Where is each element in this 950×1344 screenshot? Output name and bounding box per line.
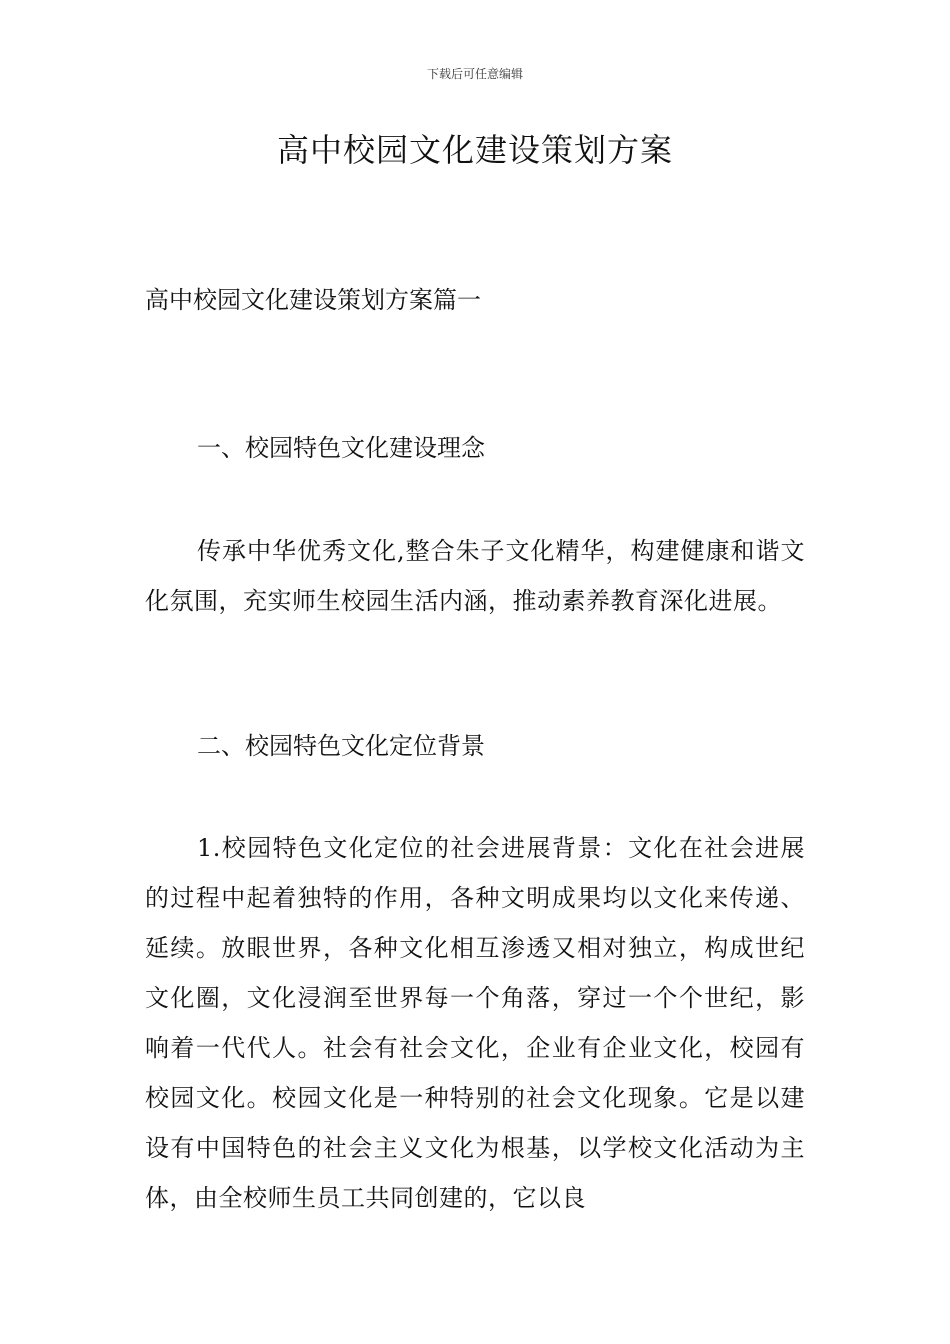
section-paragraph-1: 传承中华优秀文化,整合朱子文化精华，构建健康和谐文化氛围，充实师生校园生活内涵，推动素养教育深化进展。	[145, 537, 805, 615]
document-title: 高中校园文化建设策划方案	[276, 131, 673, 169]
section-paragraph-2: 1.校园特色文化定位的社会进展背景：文化在社会进展的过程中起着独特的作用，各种文明成果均以文化来传递、延续。放眼世界，各种文化相互渗透又相对独立，构成世纪文化圈，文化浸润至世界每一个角落，穿过一个个世纪，影响着一代代人。社会有社会文化，企业有企业文化，校园有校园文化。校园文化是一种特别的社会文化现象。它是以建设有中国特色的社会主义文化为根基，以学校文化活动为主体，由全校师生员工共同创建的，它以良	[145, 834, 805, 1212]
document-subtitle: 高中校园文化建设策划方案篇一	[145, 286, 481, 314]
page-header-note: 下载后可任意编辑	[426, 67, 523, 81]
section-heading-1: 一、校园特色文化建设理念	[197, 434, 485, 462]
section-heading-2: 二、校园特色文化定位背景	[197, 732, 485, 760]
